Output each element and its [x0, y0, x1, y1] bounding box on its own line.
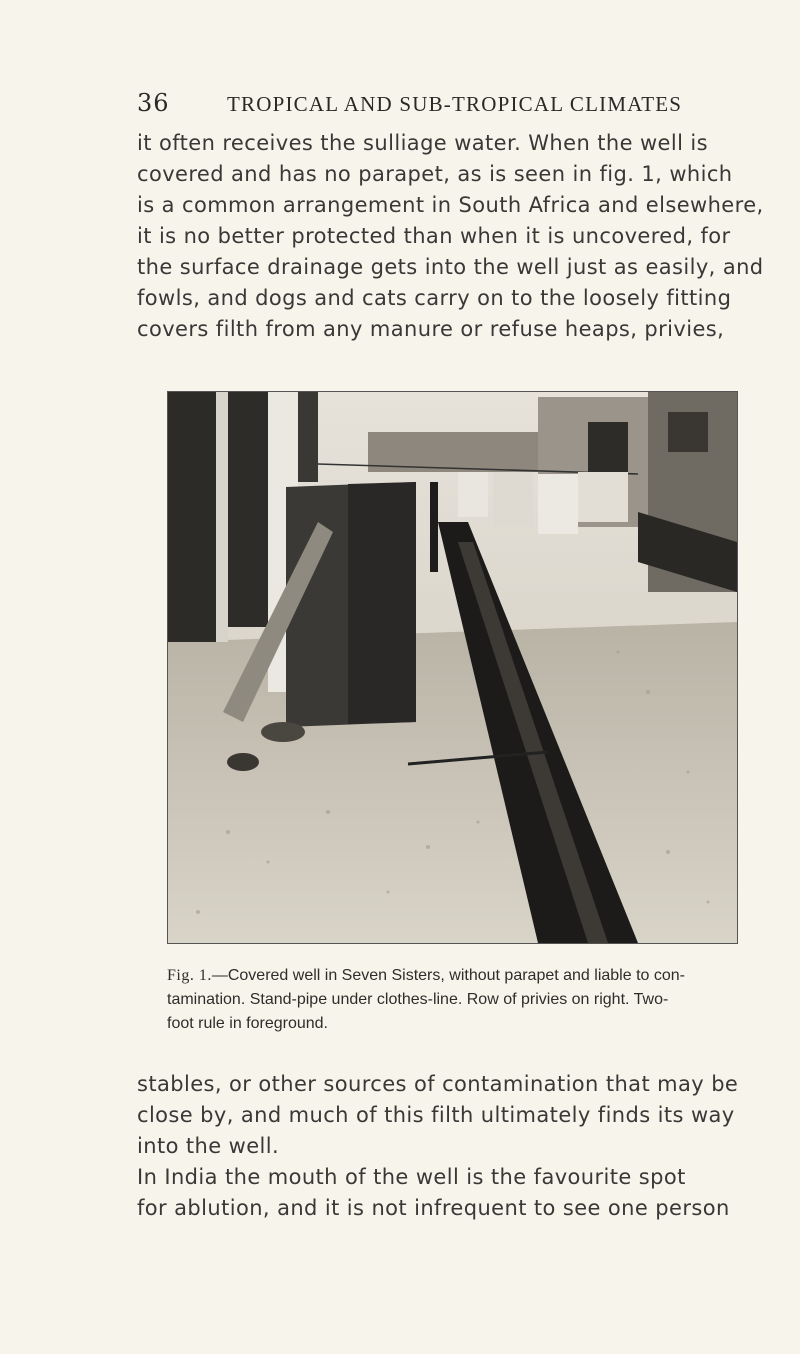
caption-line	[167, 964, 747, 988]
figure-photograph	[167, 391, 738, 944]
text-line: for ablution, and it is not infrequent to see one person	[137, 1196, 730, 1220]
text-line: into the well.	[137, 1134, 280, 1158]
text-line: covered and has no parapet, as is seen in fig. 1, which	[137, 162, 733, 186]
paragraph-bottom	[137, 1069, 757, 1162]
figure-caption	[167, 964, 747, 1036]
text-line: close by, and much of this filth ultimately finds its way	[137, 1103, 735, 1127]
running-header	[137, 89, 683, 117]
running-title: TROPICAL AND SUB-TROPICAL CLIMATES	[227, 92, 683, 116]
caption-line: foot rule in foreground.	[167, 1015, 328, 1032]
caption-text: —Covered well in Seven Sisters, without parapet and liable to con-	[211, 967, 685, 984]
text-line: is a common arrangement in South Africa and elsewhere,	[137, 193, 764, 217]
text-line: In India the mouth of the well is the favourite spot	[137, 1165, 686, 1189]
well-photo-illustration	[168, 392, 737, 943]
figure-label: Fig. 1.	[167, 967, 212, 984]
caption-line: tamination. Stand-pipe under clothes-line. Row of privies on right. Two-	[167, 991, 669, 1008]
text-line: it is no better protected than when it is uncovered, for	[137, 224, 731, 248]
paragraph-last	[137, 1162, 757, 1224]
text-line: the surface drainage gets into the well just as easily, and	[137, 255, 764, 279]
text-line: stables, or other sources of contamination that may be	[137, 1072, 739, 1096]
text-line: covers filth from any manure or refuse heaps, privies,	[137, 317, 725, 341]
paragraph-top	[137, 128, 764, 345]
text-line: fowls, and dogs and cats carry on to the loosely fitting	[137, 286, 732, 310]
page-number: 36	[137, 89, 170, 117]
text-line: it often receives the sulliage water. When the well is	[137, 131, 708, 155]
